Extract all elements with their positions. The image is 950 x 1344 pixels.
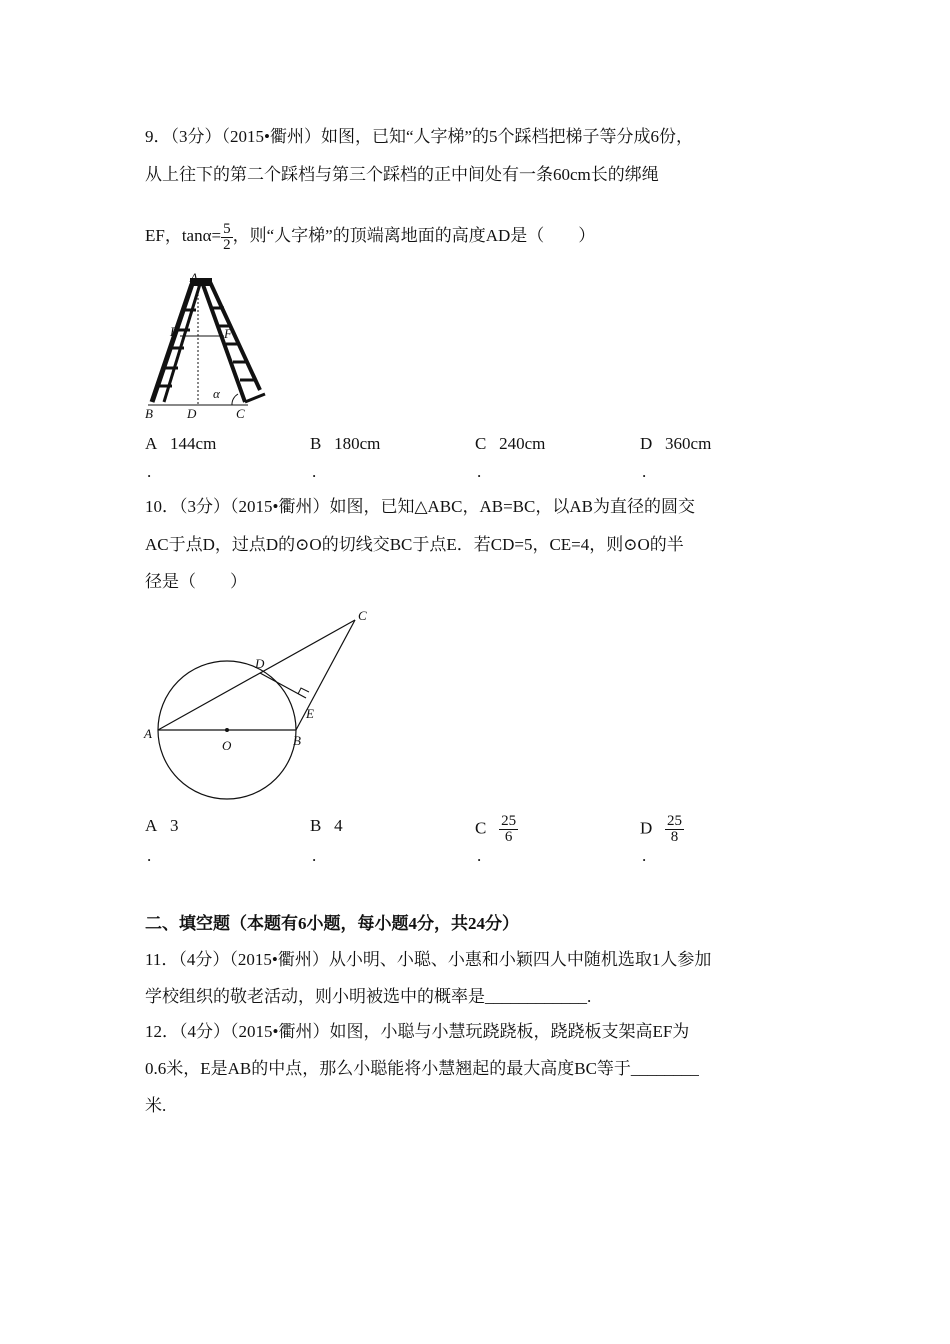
label-a: A: [144, 726, 152, 741]
q9-frac-num: 5: [223, 220, 231, 237]
q10-option-c-dot: .: [477, 846, 482, 865]
ladder-right-foot: [245, 394, 265, 402]
q11-line-1: 11．（4分）（2015•衢州）从小明、小聪、小惠和小颖四人中随机选取1人参加: [145, 950, 712, 969]
q9-option-a-dot: .: [147, 462, 152, 481]
label-b: B: [293, 733, 301, 748]
q12-line-2: 0.6米，E是AB的中点，那么小聪能将小慧翘起的最大高度BC等于________: [145, 1059, 699, 1078]
q10-option-a-text: 3: [170, 816, 179, 835]
label-d: D: [187, 406, 197, 421]
q9-option-a-text: 144cm: [170, 434, 217, 453]
ladder-left-leg-outer: [152, 284, 192, 402]
q9-option-c-text: 240cm: [499, 434, 546, 453]
q9-option-d-dot: .: [642, 462, 647, 481]
q10-option-a-dot: .: [147, 846, 152, 865]
q9-option-c-dot: .: [477, 462, 482, 481]
q10-option-d-letter: D: [640, 818, 653, 838]
q9-frac-den: 2: [223, 236, 231, 253]
right-angle-mark: [298, 688, 309, 694]
label-alpha: α: [213, 386, 220, 401]
q9-option-d-letter: D: [640, 434, 653, 453]
q10-option-b-text: 4: [334, 816, 343, 835]
q11-line-2: 学校组织的敬老活动，则小明被选中的概率是____________.: [145, 987, 592, 1006]
center-o-dot: [225, 728, 229, 732]
q10-line-2: AC于点D，过点D的⊙O的切线交BC于点E．若CD=5，CE=4，则⊙O的半: [145, 535, 684, 554]
label-o: O: [222, 738, 232, 753]
q10-option-c-fraction: [499, 814, 518, 845]
angle-alpha-arc: [232, 394, 238, 405]
q10-circle-figure: [140, 602, 380, 807]
q9-option-a-letter: A: [145, 434, 158, 453]
section-2-title: 二、填空题（本题有6小题，每小题4分，共24分）: [145, 914, 519, 933]
q10-line-3: 径是（ ）: [145, 572, 247, 591]
q10-option-d-den: 8: [670, 829, 679, 845]
q9-option-c-letter: C: [475, 434, 487, 453]
label-b: B: [145, 406, 153, 421]
q10-option-d-num: 25: [667, 813, 683, 829]
q9-tan-fraction: [221, 222, 233, 253]
q9-option-d-text: 360cm: [665, 434, 712, 453]
q10-option-c[interactable]: [475, 814, 518, 845]
label-c: C: [236, 406, 245, 421]
q9-option-b[interactable]: [310, 434, 380, 454]
q10-option-c-num: 25: [501, 813, 517, 829]
q10-option-c-letter: C: [475, 818, 487, 838]
q10-option-a-letter: A: [145, 816, 158, 835]
tangent-de: [260, 673, 306, 698]
q10-option-a[interactable]: [145, 816, 179, 836]
q10-option-d-dot: .: [642, 846, 647, 865]
label-e: E: [306, 706, 314, 721]
label-c: C: [358, 608, 367, 623]
q9-line-2: 从上往下的第二个踩档与第三个踩档的正中间处有一条60cm长的绑绳: [145, 165, 659, 184]
q9-option-b-dot: .: [312, 462, 317, 481]
q9-option-b-text: 180cm: [334, 434, 381, 453]
label-f: F: [224, 326, 232, 341]
q10-option-d[interactable]: [640, 814, 684, 845]
label-d: D: [255, 656, 265, 671]
q9-line-3-post: ，则“人字梯”的顶端离地面的高度AD是（ ）: [232, 226, 596, 245]
q9-line-1: 9．（3分）（2015•衢州）如图，已知“人字梯”的5个踩档把梯子等分成6份，: [145, 127, 694, 146]
q9-line-3-pre: EF，tanα=: [145, 226, 222, 245]
q10-option-b-letter: B: [310, 816, 322, 835]
q12-line-1: 12．（4分）（2015•衢州）如图，小聪与小慧玩跷跷板，跷跷板支架高EF为: [145, 1022, 690, 1041]
q10-line-1: 10．（3分）（2015•衢州）如图，已知△ABC，AB=BC，以AB为直径的圆交: [145, 497, 695, 516]
q9-option-b-letter: B: [310, 434, 322, 453]
q10-option-b-dot: .: [312, 846, 317, 865]
q9-option-c[interactable]: [475, 434, 545, 454]
label-a: A: [190, 272, 198, 285]
q10-option-b[interactable]: [310, 816, 343, 836]
q9-line-3: [145, 217, 595, 255]
q9-option-a[interactable]: [145, 434, 216, 454]
q12-line-3: 米.: [145, 1096, 167, 1115]
q10-option-d-fraction: [665, 814, 684, 845]
label-e: E: [170, 324, 178, 339]
q9-ladder-figure: [140, 272, 275, 422]
q9-option-d[interactable]: [640, 434, 711, 454]
q10-option-c-den: 6: [504, 829, 513, 845]
